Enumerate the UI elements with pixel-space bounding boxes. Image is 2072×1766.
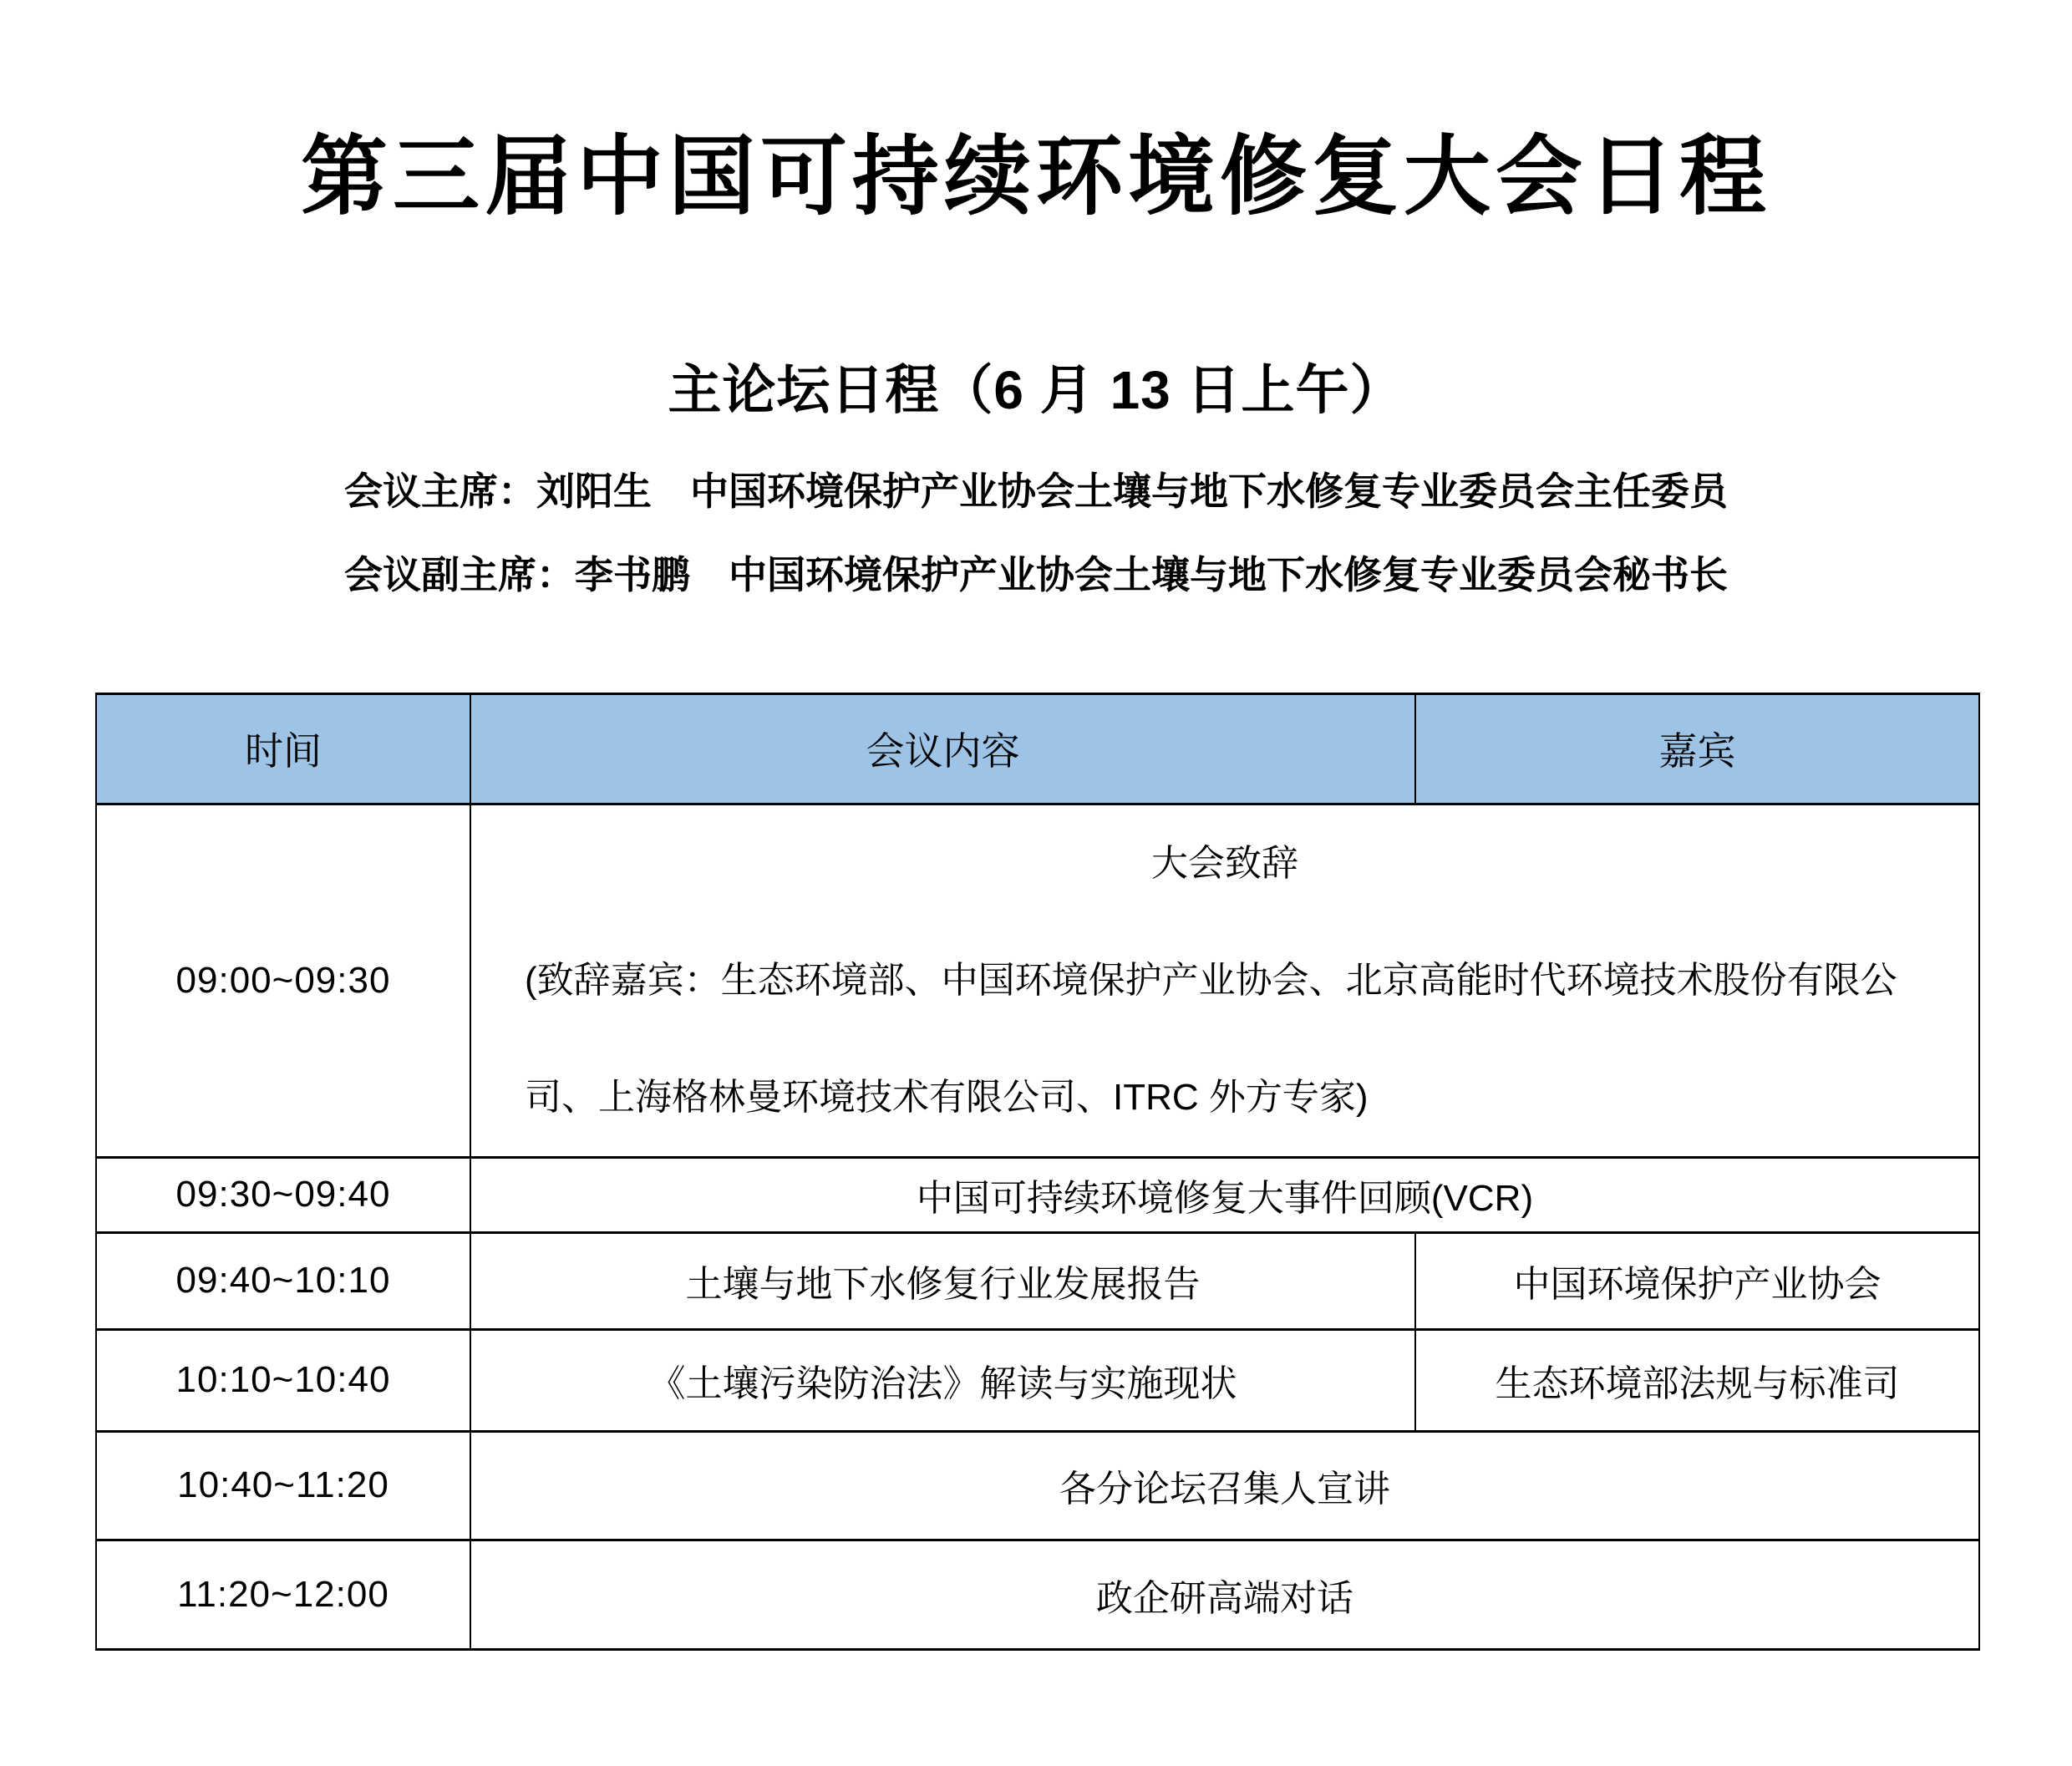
table-row-law-interpretation [96, 1329, 1979, 1431]
guest-cell: 中国环境保护产业协会 [1415, 1232, 1979, 1329]
content-cell: 中国可持续环境修复大事件回顾(VCR) [470, 1157, 1979, 1232]
agenda-table [95, 693, 1980, 1651]
header-cell-content: 会议内容 [470, 693, 1415, 804]
conference-chair-line: 会议主席：刘阳生 中国环境保护产业协会土壤与地下水修复专业委员会主任委员 [344, 469, 1728, 514]
content-cell [470, 804, 1979, 1157]
time-cell: 10:10~10:40 [96, 1329, 470, 1431]
time-cell: 10:40~11:20 [96, 1431, 470, 1540]
guest-cell: 生态环境部法规与标准司 [1415, 1329, 1979, 1431]
header-cell-guest: 嘉宾 [1415, 693, 1979, 804]
conference-vice-chair-line: 会议副主席：李书鹏 中国环境保护产业协会土壤与地下水修复专业委员会秘书长 [344, 552, 1728, 596]
content-cell: 政企研高端对话 [470, 1540, 1979, 1649]
opening-guests-text: (致辞嘉宾：生态环境部、中国环境保护产业协会、北京高能时代环境技术股份有限公司、上海格林曼环境技术有限公司、ITRC 外方专家) [525, 959, 1897, 1118]
document-title: 第三届中国可持续环境修复大会日程 [300, 129, 1771, 226]
forum-subtitle: 主论坛日程（6 月 13 日上午） [668, 360, 1404, 420]
content-cell: 《土壤污染防治法》解读与实施现状 [470, 1329, 1415, 1431]
table-row-dialogue [96, 1540, 1979, 1649]
agenda-header-row [96, 693, 1979, 804]
time-cell: 09:40~10:10 [96, 1232, 470, 1329]
time-cell: 09:00~09:30 [96, 804, 470, 1157]
content-cell: 土壤与地下水修复行业发展报告 [470, 1232, 1415, 1329]
header-cell-time: 时间 [96, 693, 470, 804]
table-row-industry-report [96, 1232, 1979, 1329]
table-row-opening [96, 804, 1979, 1157]
content-cell: 各分论坛召集人宣讲 [470, 1431, 1979, 1540]
time-cell: 11:20~12:00 [96, 1540, 470, 1649]
time-cell: 09:30~09:40 [96, 1157, 470, 1232]
table-row-vcr [96, 1157, 1979, 1232]
opening-title-text: 大会致辞 [1151, 842, 1298, 884]
table-row-subforum-preview [96, 1431, 1979, 1540]
